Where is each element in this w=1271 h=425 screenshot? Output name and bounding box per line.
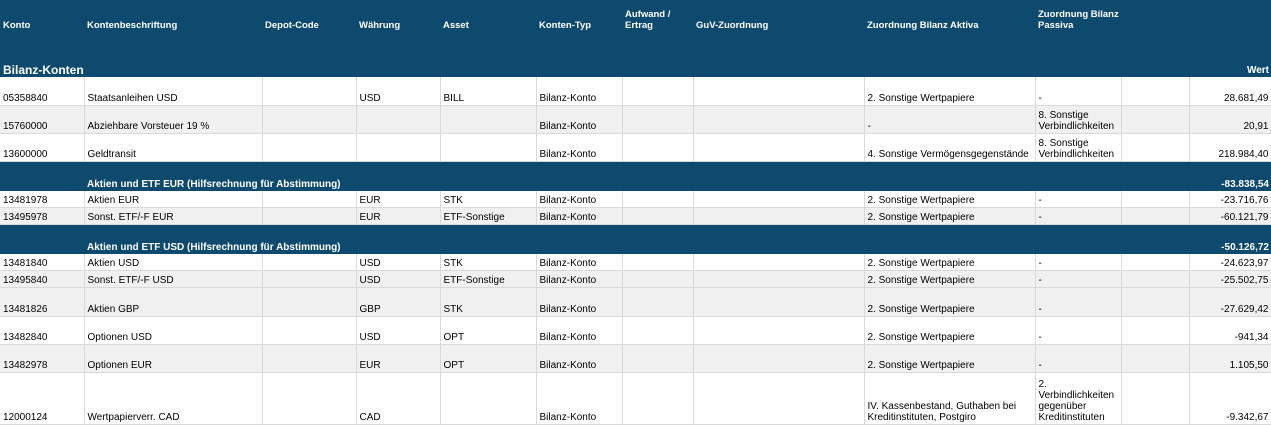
currency-cell[interactable]: CAD bbox=[356, 373, 440, 425]
aktiva-cell[interactable]: IV. Kassenbestand, Guthaben bei Kreditinstituten, Postgiro bbox=[864, 373, 1035, 425]
extra-cell[interactable] bbox=[1121, 106, 1189, 134]
currency-cell[interactable]: GBP bbox=[356, 288, 440, 317]
aktiva-cell[interactable]: 2. Sonstige Wertpapiere bbox=[864, 208, 1035, 225]
header-row bbox=[0, 0, 1271, 32]
group-header-row bbox=[0, 225, 1271, 255]
value-cell[interactable]: -25.502,75 bbox=[1189, 271, 1271, 288]
group-value: -83.838,54 bbox=[1189, 162, 1271, 192]
passiva-cell[interactable]: - bbox=[1035, 254, 1121, 271]
asset-cell[interactable] bbox=[440, 106, 536, 134]
header-band-cell bbox=[0, 32, 1271, 47]
extra-cell[interactable] bbox=[1121, 77, 1189, 106]
table-row[interactable] bbox=[0, 288, 1271, 317]
extra-cell[interactable] bbox=[1121, 254, 1189, 271]
value-cell[interactable]: 218.984,40 bbox=[1189, 134, 1271, 162]
asset-cell[interactable]: OPT bbox=[440, 317, 536, 345]
column-header-bilanz-aktiva[interactable]: Zuordnung Bilanz Aktiva bbox=[864, 0, 1035, 32]
label-cell[interactable]: Sonst. ETF/-F EUR bbox=[84, 208, 262, 225]
guv-cell[interactable] bbox=[693, 77, 864, 106]
konto-cell[interactable]: 13481978 bbox=[0, 191, 84, 208]
currency-cell[interactable]: EUR bbox=[356, 345, 440, 373]
depot-cell[interactable] bbox=[262, 191, 356, 208]
currency-cell[interactable]: USD bbox=[356, 317, 440, 345]
label-cell[interactable]: Abziehbare Vorsteuer 19 % bbox=[84, 106, 262, 134]
aktiva-cell[interactable]: - bbox=[864, 106, 1035, 134]
asset-cell[interactable]: ETF-Sonstige bbox=[440, 271, 536, 288]
group-blank-cell bbox=[0, 162, 84, 192]
type-cell[interactable]: Bilanz-Konto bbox=[536, 191, 622, 208]
depot-cell[interactable] bbox=[262, 134, 356, 162]
aufwand-cell[interactable] bbox=[622, 106, 693, 134]
passiva-cell[interactable]: - bbox=[1035, 317, 1121, 345]
passiva-cell[interactable]: - bbox=[1035, 208, 1121, 225]
konto-cell[interactable]: 13482978 bbox=[0, 345, 84, 373]
extra-cell[interactable] bbox=[1121, 191, 1189, 208]
konto-cell[interactable]: 15760000 bbox=[0, 106, 84, 134]
column-header-bilanz-passiva[interactable]: Zuordnung Bilanz Passiva bbox=[1035, 0, 1121, 32]
table-row[interactable] bbox=[0, 134, 1271, 162]
guv-cell[interactable] bbox=[693, 134, 864, 162]
extra-cell[interactable] bbox=[1121, 288, 1189, 317]
passiva-cell[interactable]: 8. Sonstige Verbindlichkeiten bbox=[1035, 134, 1121, 162]
asset-cell[interactable]: BILL bbox=[440, 77, 536, 106]
table-row[interactable] bbox=[0, 254, 1271, 271]
asset-cell[interactable]: ETF-Sonstige bbox=[440, 208, 536, 225]
depot-cell[interactable] bbox=[262, 345, 356, 373]
konto-cell[interactable]: 05358840 bbox=[0, 77, 84, 106]
konto-cell[interactable]: 13481826 bbox=[0, 288, 84, 317]
aktiva-cell[interactable]: 2. Sonstige Wertpapiere bbox=[864, 77, 1035, 106]
group-header-row bbox=[0, 162, 1271, 192]
table-row[interactable] bbox=[0, 208, 1271, 225]
extra-cell[interactable] bbox=[1121, 345, 1189, 373]
passiva-cell[interactable]: 8. Sonstige Verbindlichkeiten bbox=[1035, 106, 1121, 134]
column-header-kontenbeschriftung[interactable]: Kontenbeschriftung bbox=[84, 0, 262, 32]
group-title: Aktien und ETF EUR (Hilfsrechnung für Abstimmung) bbox=[84, 162, 1189, 192]
konto-cell[interactable]: 13495840 bbox=[0, 271, 84, 288]
passiva-cell[interactable]: - bbox=[1035, 271, 1121, 288]
asset-cell[interactable] bbox=[440, 134, 536, 162]
currency-cell[interactable]: EUR bbox=[356, 191, 440, 208]
table-row[interactable] bbox=[0, 106, 1271, 134]
group-title: Aktien und ETF USD (Hilfsrechnung für Abstimmung) bbox=[84, 225, 1189, 255]
aufwand-cell[interactable] bbox=[622, 271, 693, 288]
value-cell[interactable]: 20,91 bbox=[1189, 106, 1271, 134]
type-cell[interactable]: Bilanz-Konto bbox=[536, 271, 622, 288]
value-cell[interactable]: -24.623,97 bbox=[1189, 254, 1271, 271]
depot-cell[interactable] bbox=[262, 373, 356, 425]
depot-cell[interactable] bbox=[262, 317, 356, 345]
guv-cell[interactable] bbox=[693, 254, 864, 271]
table-row[interactable] bbox=[0, 345, 1271, 373]
passiva-cell[interactable]: - bbox=[1035, 191, 1121, 208]
section-title: Bilanz-Konten bbox=[0, 47, 1189, 77]
column-header-konten-typ[interactable]: Konten-Typ bbox=[536, 0, 622, 32]
asset-cell[interactable] bbox=[440, 373, 536, 425]
column-header-wert-blank[interactable] bbox=[1189, 0, 1271, 32]
guv-cell[interactable] bbox=[693, 345, 864, 373]
aufwand-cell[interactable] bbox=[622, 373, 693, 425]
column-header-asset[interactable]: Asset bbox=[440, 0, 536, 32]
value-cell[interactable]: -60.121,79 bbox=[1189, 208, 1271, 225]
type-cell[interactable]: Bilanz-Konto bbox=[536, 317, 622, 345]
label-cell[interactable]: Optionen EUR bbox=[84, 345, 262, 373]
aktiva-cell[interactable]: 2. Sonstige Wertpapiere bbox=[864, 317, 1035, 345]
label-cell[interactable]: Sonst. ETF/-F USD bbox=[84, 271, 262, 288]
column-header-aufwand-ertrag[interactable]: Aufwand / Ertrag bbox=[622, 0, 693, 32]
table-row[interactable] bbox=[0, 317, 1271, 345]
type-cell[interactable]: Bilanz-Konto bbox=[536, 254, 622, 271]
guv-cell[interactable] bbox=[693, 106, 864, 134]
currency-cell[interactable]: USD bbox=[356, 271, 440, 288]
label-cell[interactable]: Staatsanleihen USD bbox=[84, 77, 262, 106]
extra-cell[interactable] bbox=[1121, 271, 1189, 288]
depot-cell[interactable] bbox=[262, 77, 356, 106]
guv-cell[interactable] bbox=[693, 191, 864, 208]
konto-cell[interactable]: 13600000 bbox=[0, 134, 84, 162]
aufwand-cell[interactable] bbox=[622, 134, 693, 162]
konto-cell[interactable]: 12000124 bbox=[0, 373, 84, 425]
column-header-waehrung[interactable]: Währung bbox=[356, 0, 440, 32]
aktiva-cell[interactable]: 2. Sonstige Wertpapiere bbox=[864, 345, 1035, 373]
type-cell[interactable]: Bilanz-Konto bbox=[536, 77, 622, 106]
passiva-cell[interactable]: - bbox=[1035, 288, 1121, 317]
label-cell[interactable]: Aktien GBP bbox=[84, 288, 262, 317]
value-cell[interactable]: 28.681,49 bbox=[1189, 77, 1271, 106]
depot-cell[interactable] bbox=[262, 208, 356, 225]
table-row[interactable] bbox=[0, 191, 1271, 208]
passiva-cell[interactable]: - bbox=[1035, 77, 1121, 106]
konto-cell[interactable]: 13482840 bbox=[0, 317, 84, 345]
depot-cell[interactable] bbox=[262, 271, 356, 288]
header-band bbox=[0, 32, 1271, 47]
aktiva-cell[interactable]: 2. Sonstige Wertpapiere bbox=[864, 288, 1035, 317]
aufwand-cell[interactable] bbox=[622, 317, 693, 345]
depot-cell[interactable] bbox=[262, 254, 356, 271]
aktiva-cell[interactable]: 4. Sonstige Vermögensgegenstände bbox=[864, 134, 1035, 162]
type-cell[interactable]: Bilanz-Konto bbox=[536, 373, 622, 425]
type-cell[interactable]: Bilanz-Konto bbox=[536, 106, 622, 134]
aufwand-cell[interactable] bbox=[622, 345, 693, 373]
aufwand-cell[interactable] bbox=[622, 288, 693, 317]
value-cell[interactable]: 1.105,50 bbox=[1189, 345, 1271, 373]
guv-cell[interactable] bbox=[693, 373, 864, 425]
label-cell[interactable]: Aktien USD bbox=[84, 254, 262, 271]
table-row[interactable] bbox=[0, 271, 1271, 288]
konto-cell[interactable]: 13495978 bbox=[0, 208, 84, 225]
passiva-cell[interactable]: - bbox=[1035, 345, 1121, 373]
value-cell[interactable]: -23.716,76 bbox=[1189, 191, 1271, 208]
value-cell[interactable]: -941,34 bbox=[1189, 317, 1271, 345]
guv-cell[interactable] bbox=[693, 208, 864, 225]
label-cell[interactable]: Optionen USD bbox=[84, 317, 262, 345]
konto-cell[interactable]: 13481840 bbox=[0, 254, 84, 271]
column-header-empty[interactable] bbox=[1121, 0, 1189, 32]
column-header-guv-zuordnung[interactable]: GuV-Zuordnung bbox=[693, 0, 864, 32]
currency-cell[interactable] bbox=[356, 106, 440, 134]
asset-cell[interactable]: STK bbox=[440, 191, 536, 208]
table-row[interactable] bbox=[0, 77, 1271, 106]
type-cell[interactable]: Bilanz-Konto bbox=[536, 208, 622, 225]
aktiva-cell[interactable]: 2. Sonstige Wertpapiere bbox=[864, 271, 1035, 288]
group-blank-cell bbox=[0, 225, 84, 255]
extra-cell[interactable] bbox=[1121, 208, 1189, 225]
aufwand-cell[interactable] bbox=[622, 208, 693, 225]
type-cell[interactable]: Bilanz-Konto bbox=[536, 134, 622, 162]
asset-cell[interactable]: STK bbox=[440, 254, 536, 271]
section-value-label: Wert bbox=[1189, 47, 1271, 77]
value-cell[interactable]: -27.629,42 bbox=[1189, 288, 1271, 317]
column-header-konto[interactable]: Konto bbox=[0, 0, 84, 32]
currency-cell[interactable]: USD bbox=[356, 254, 440, 271]
asset-cell[interactable]: STK bbox=[440, 288, 536, 317]
label-cell[interactable]: Wertpapierverr. CAD bbox=[84, 373, 262, 425]
label-cell[interactable]: Aktien EUR bbox=[84, 191, 262, 208]
depot-cell[interactable] bbox=[262, 288, 356, 317]
table-row[interactable] bbox=[0, 373, 1271, 425]
group-value: -50.126,72 bbox=[1189, 225, 1271, 255]
column-header-depot-code[interactable]: Depot-Code bbox=[262, 0, 356, 32]
aufwand-cell[interactable] bbox=[622, 191, 693, 208]
extra-cell[interactable] bbox=[1121, 373, 1189, 425]
currency-cell[interactable]: EUR bbox=[356, 208, 440, 225]
type-cell[interactable]: Bilanz-Konto bbox=[536, 345, 622, 373]
guv-cell[interactable] bbox=[693, 317, 864, 345]
aufwand-cell[interactable] bbox=[622, 77, 693, 106]
extra-cell[interactable] bbox=[1121, 317, 1189, 345]
aktiva-cell[interactable]: 2. Sonstige Wertpapiere bbox=[864, 191, 1035, 208]
guv-cell[interactable] bbox=[693, 288, 864, 317]
asset-cell[interactable]: OPT bbox=[440, 345, 536, 373]
currency-cell[interactable] bbox=[356, 134, 440, 162]
value-cell[interactable]: -9.342,67 bbox=[1189, 373, 1271, 425]
section-header-bilanz-konten bbox=[0, 47, 1271, 77]
type-cell[interactable]: Bilanz-Konto bbox=[536, 288, 622, 317]
extra-cell[interactable] bbox=[1121, 134, 1189, 162]
currency-cell[interactable]: USD bbox=[356, 77, 440, 106]
passiva-cell[interactable]: 2. Verbindlichkeiten gegenüber Kreditinstituten bbox=[1035, 373, 1121, 425]
guv-cell[interactable] bbox=[693, 271, 864, 288]
aktiva-cell[interactable]: 2. Sonstige Wertpapiere bbox=[864, 254, 1035, 271]
aufwand-cell[interactable] bbox=[622, 254, 693, 271]
depot-cell[interactable] bbox=[262, 106, 356, 134]
label-cell[interactable]: Geldtransit bbox=[84, 134, 262, 162]
